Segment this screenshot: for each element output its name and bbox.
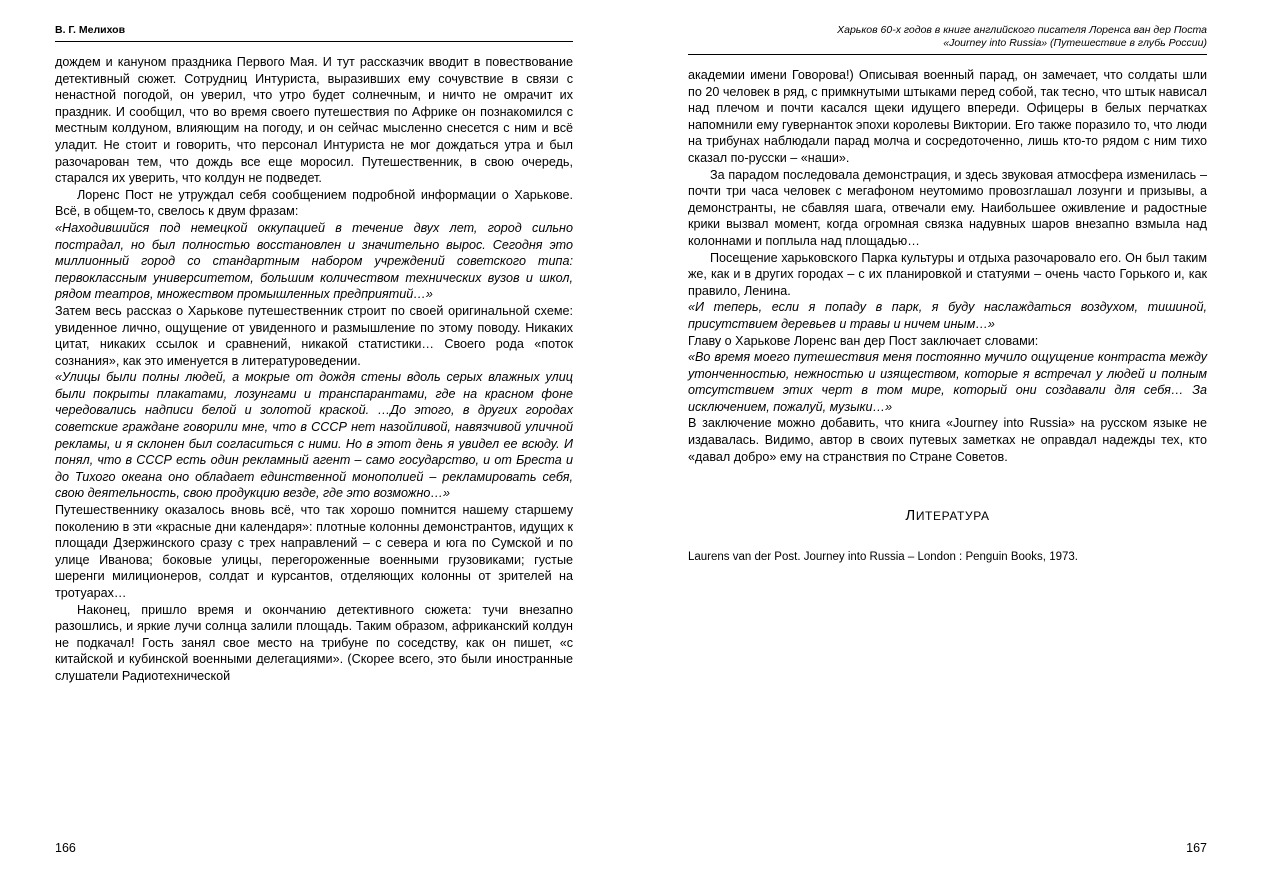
- paragraph: В заключение можно добавить, что книга «Journey into Russia» на русском языке не издавалась. Видимо, автор в своих путевых заметках не оправдал надежды тех, кто «давал добро» ему на странствия по Стране Советов.: [688, 416, 1207, 464]
- block-quote: «Во время моего путешествия меня постоянно мучило ощущение контраста между утонченностью, нежностью и изяществом, которые я встречал у людей и полным отсутствием этих черт в том мире, который они создавали для себя… За исключением, пожалуй, музыки…»: [688, 350, 1207, 414]
- page-number-left: 166: [55, 841, 76, 855]
- page-number-right: 167: [1186, 841, 1207, 855]
- paragraph: Затем весь рассказ о Харькове путешественник строит по своей оригинальной схеме: увиденное лично, ощущение от увиденного и размышление по этому поводу. Никаких цитат, никаких ссылок и сравнений, никакой статистики… Своего рода «поток сознания», как это именуется в литературоведении.: [55, 303, 573, 368]
- block-quote: «И теперь, если я попаду в парк, я буду наслаждаться воздухом, тишиной, присутствием деревьев и травы и ничем иным…»: [688, 300, 1207, 331]
- paragraph: Посещение харьковского Парка культуры и отдыха разочаровало его. Он был таким же, как и в других городах – с их планировкой и статуями – очень часто Горького и, как правило, Ленина.: [688, 250, 1207, 298]
- paragraph: Путешественнику оказалось вновь всё, что так хорошо помнится нашему старшему поколению в эти «красные дни календаря»: плотные колонны демонстрантов, идущих к площади Дзержинского сразу с трех направлений – с севера и юга по Сумской и по улице Иванова; боковые улицы, перегороженные военными грузовиками; густые шеренги милиционеров, солдат и курсантов, отделяющих колонны от зрителей на тротуарах…: [55, 503, 573, 600]
- paragraph: академии имени Говорова!) Описывая военный парад, он замечает, что солдаты шли по 20 человек в ряд, с примкнутыми штыками перед собой, так тесно, что штык нависал над плечом и почти касался щеки идущего впереди. Офицеры в белых перчатках напомнили ему гувернанток эпохи королевы Виктории. Его также поразило то, что люди на трибунах наблюдали парад молча и сосредоточенно, лишь кто-то рядом с ним тихо сказал по-русски – «наши».: [688, 68, 1207, 165]
- block-quote: «Находившийся под немецкой оккупацией в течение двух лет, город сильно пострадал, но был полностью восстановлен и значительно вырос. Сегодня это миллионный город со стандартным набором учреждений советского типа: первоклассным университетом, большим количеством технических вузов и школ, рядом театров, множеством промышленных предприятий…»: [55, 220, 573, 302]
- paragraph: Лоренс Пост не утруждал себя сообщением подробной информации о Харькове. Всё, в общем-то, свелось к двум фразам:: [55, 187, 573, 219]
- running-head-left: [55, 24, 573, 42]
- paragraph: Наконец, пришло время и окончанию детективного сюжета: тучи внезапно разошлись, и яркие лучи солнца залили площадь. Таким образом, африканский колдун не подкачал! Гость занял свое место на трибуне по соседству, как он пишет, «с китайской и кубинской военными делегациями». (Скорее всего, это были иностранные слушатели Радиотехнической: [55, 602, 573, 683]
- paragraph: За парадом последовала демонстрация, и здесь звуковая атмосфера изменилась – почти три часа человек с мегафоном неутомимо провозглашал лозунги и призывы, а демонстранты, не сбавляя шага, отвечали ему. Наибольшее оживление и радостные крики вызвал момент, когда огромная связка надувных шаров внезапно взмыла над колоннами и поплыла над площадью…: [688, 167, 1207, 248]
- literature-heading: ЛИТЕРАТУРА: [905, 507, 990, 525]
- paragraph: Главу о Харькове Лоренс ван дер Пост заключает словами:: [688, 333, 1039, 348]
- block-quote: «Улицы были полны людей, а мокрые от дождя стены вдоль серых влажных улиц были покрыты плакатами, лозунгами и транспарантами, где на красном фоне чередовались надписи белой и золотой краской. …До этого, в других городах советские граждане говорили мне, что в СССР нет назойливой, навязчивой уличной рекламы, и я склонен был согласиться с ними. Но в этот день я увидел ее всюду. И понял, что в СССР есть один рекламный агент – само государство, и от Бреста и до Тихого океана оно обладает единственной монополией – рекламировать себя, свою деятельность, свою продукцию везде, где это возможно…»: [55, 370, 573, 501]
- right-page: [633, 0, 1267, 881]
- running-head-right-line2: «Journey into Russia» (Путешествие в глубь России): [943, 37, 1207, 49]
- running-head-left-text: В. Г. Мелихов: [55, 24, 126, 36]
- left-page-body: [55, 54, 573, 685]
- paragraph: дождем и кануном праздника Первого Мая. И тут рассказчик вводит в повествование детективный сюжет. Сотрудниц Интуриста, выразивших ему сочувствие в связи с ненастной погодой, он уверил, что утро будет солнечным, и ничто не омрачит их праздник. И сообщил, что во время своего путешествия по Африке он познакомился с местным колдуном, влияющим на погоду, и он сейчас мысленно снесется с ним и всё уладит. Не стоит и говорить, что персонал Интуриста не мог дождаться утра и был разочарован тем, что дождь все еще моросил. Путешественник, в свою очередь, старался их уверить, что колдун не подведет.: [55, 55, 573, 186]
- running-head-right: [688, 24, 1207, 55]
- running-head-right-line1: Харьков 60-х годов в книге английского писателя Лоренса ван дер Поста: [837, 24, 1207, 36]
- left-page: [0, 0, 633, 881]
- literature-entry: Laurens van der Post. Journey into Russia – London : Penguin Books, 1973.: [688, 551, 1078, 564]
- right-page-body: [688, 67, 1207, 465]
